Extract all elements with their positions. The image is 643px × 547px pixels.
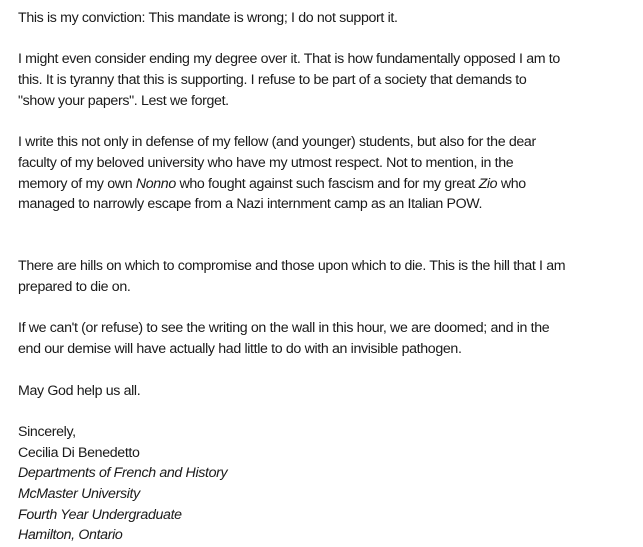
paragraph-degree xyxy=(18,49,638,111)
spacer xyxy=(18,112,638,133)
signature-name: Cecilia Di Benedetto xyxy=(18,444,140,461)
signature-closing: Sincerely, xyxy=(18,423,76,440)
paragraph-closing-prayer: May God help us all. xyxy=(18,382,141,399)
signature-department: Departments of French and History xyxy=(18,465,228,482)
line: end our demise will have actually had little to do with an invisible pathogen. xyxy=(18,341,462,358)
line: There are hills on which to compromise and those upon which to die. This is the hill that I am xyxy=(18,258,566,275)
line: I might even consider ending my degree over it. That is how fundamentally opposed I am to xyxy=(18,51,560,68)
italic-zio: Zio xyxy=(478,175,498,192)
line-part: who fought against such fascism and for my great xyxy=(175,175,479,192)
spacer xyxy=(18,360,638,381)
line: I write this not only in defense of my fellow (and younger) students, but also for the dear xyxy=(18,134,536,151)
signature-year: Fourth Year Undergraduate xyxy=(18,506,182,523)
paragraph-defense xyxy=(18,132,638,215)
line: If we can't (or refuse) to see the writing on the wall in this hour, we are doomed; and in the xyxy=(18,320,550,337)
spacer xyxy=(18,215,638,236)
italic-nonno: Nonno xyxy=(135,175,176,192)
spacer xyxy=(18,401,638,422)
line: prepared to die on. xyxy=(18,279,131,296)
paragraph-hills xyxy=(18,256,638,297)
paragraph-conviction: This is my conviction: This mandate is wrong; I do not support it. xyxy=(18,10,398,26)
line: this. It is tyranny that this is supporting. I refuse to be part of a society that demands to xyxy=(18,72,527,89)
letter-document xyxy=(18,8,638,546)
line: faculty of my beloved university who have my utmost respect. Not to mention, in the xyxy=(18,154,514,171)
line: managed to narrowly escape from a Nazi internment camp as an Italian POW. xyxy=(18,196,483,213)
signature-university: McMaster University xyxy=(18,486,140,503)
spacer xyxy=(18,236,638,257)
signature-location: Hamilton, Ontario xyxy=(18,527,123,544)
line-part: memory of my own xyxy=(18,175,136,192)
signature-block xyxy=(18,422,638,546)
spacer xyxy=(18,298,638,319)
paragraph-writing-on-wall xyxy=(18,318,638,359)
spacer xyxy=(18,29,638,50)
line: "show your papers". Lest we forget. xyxy=(18,92,229,109)
line-part: who xyxy=(497,175,526,192)
